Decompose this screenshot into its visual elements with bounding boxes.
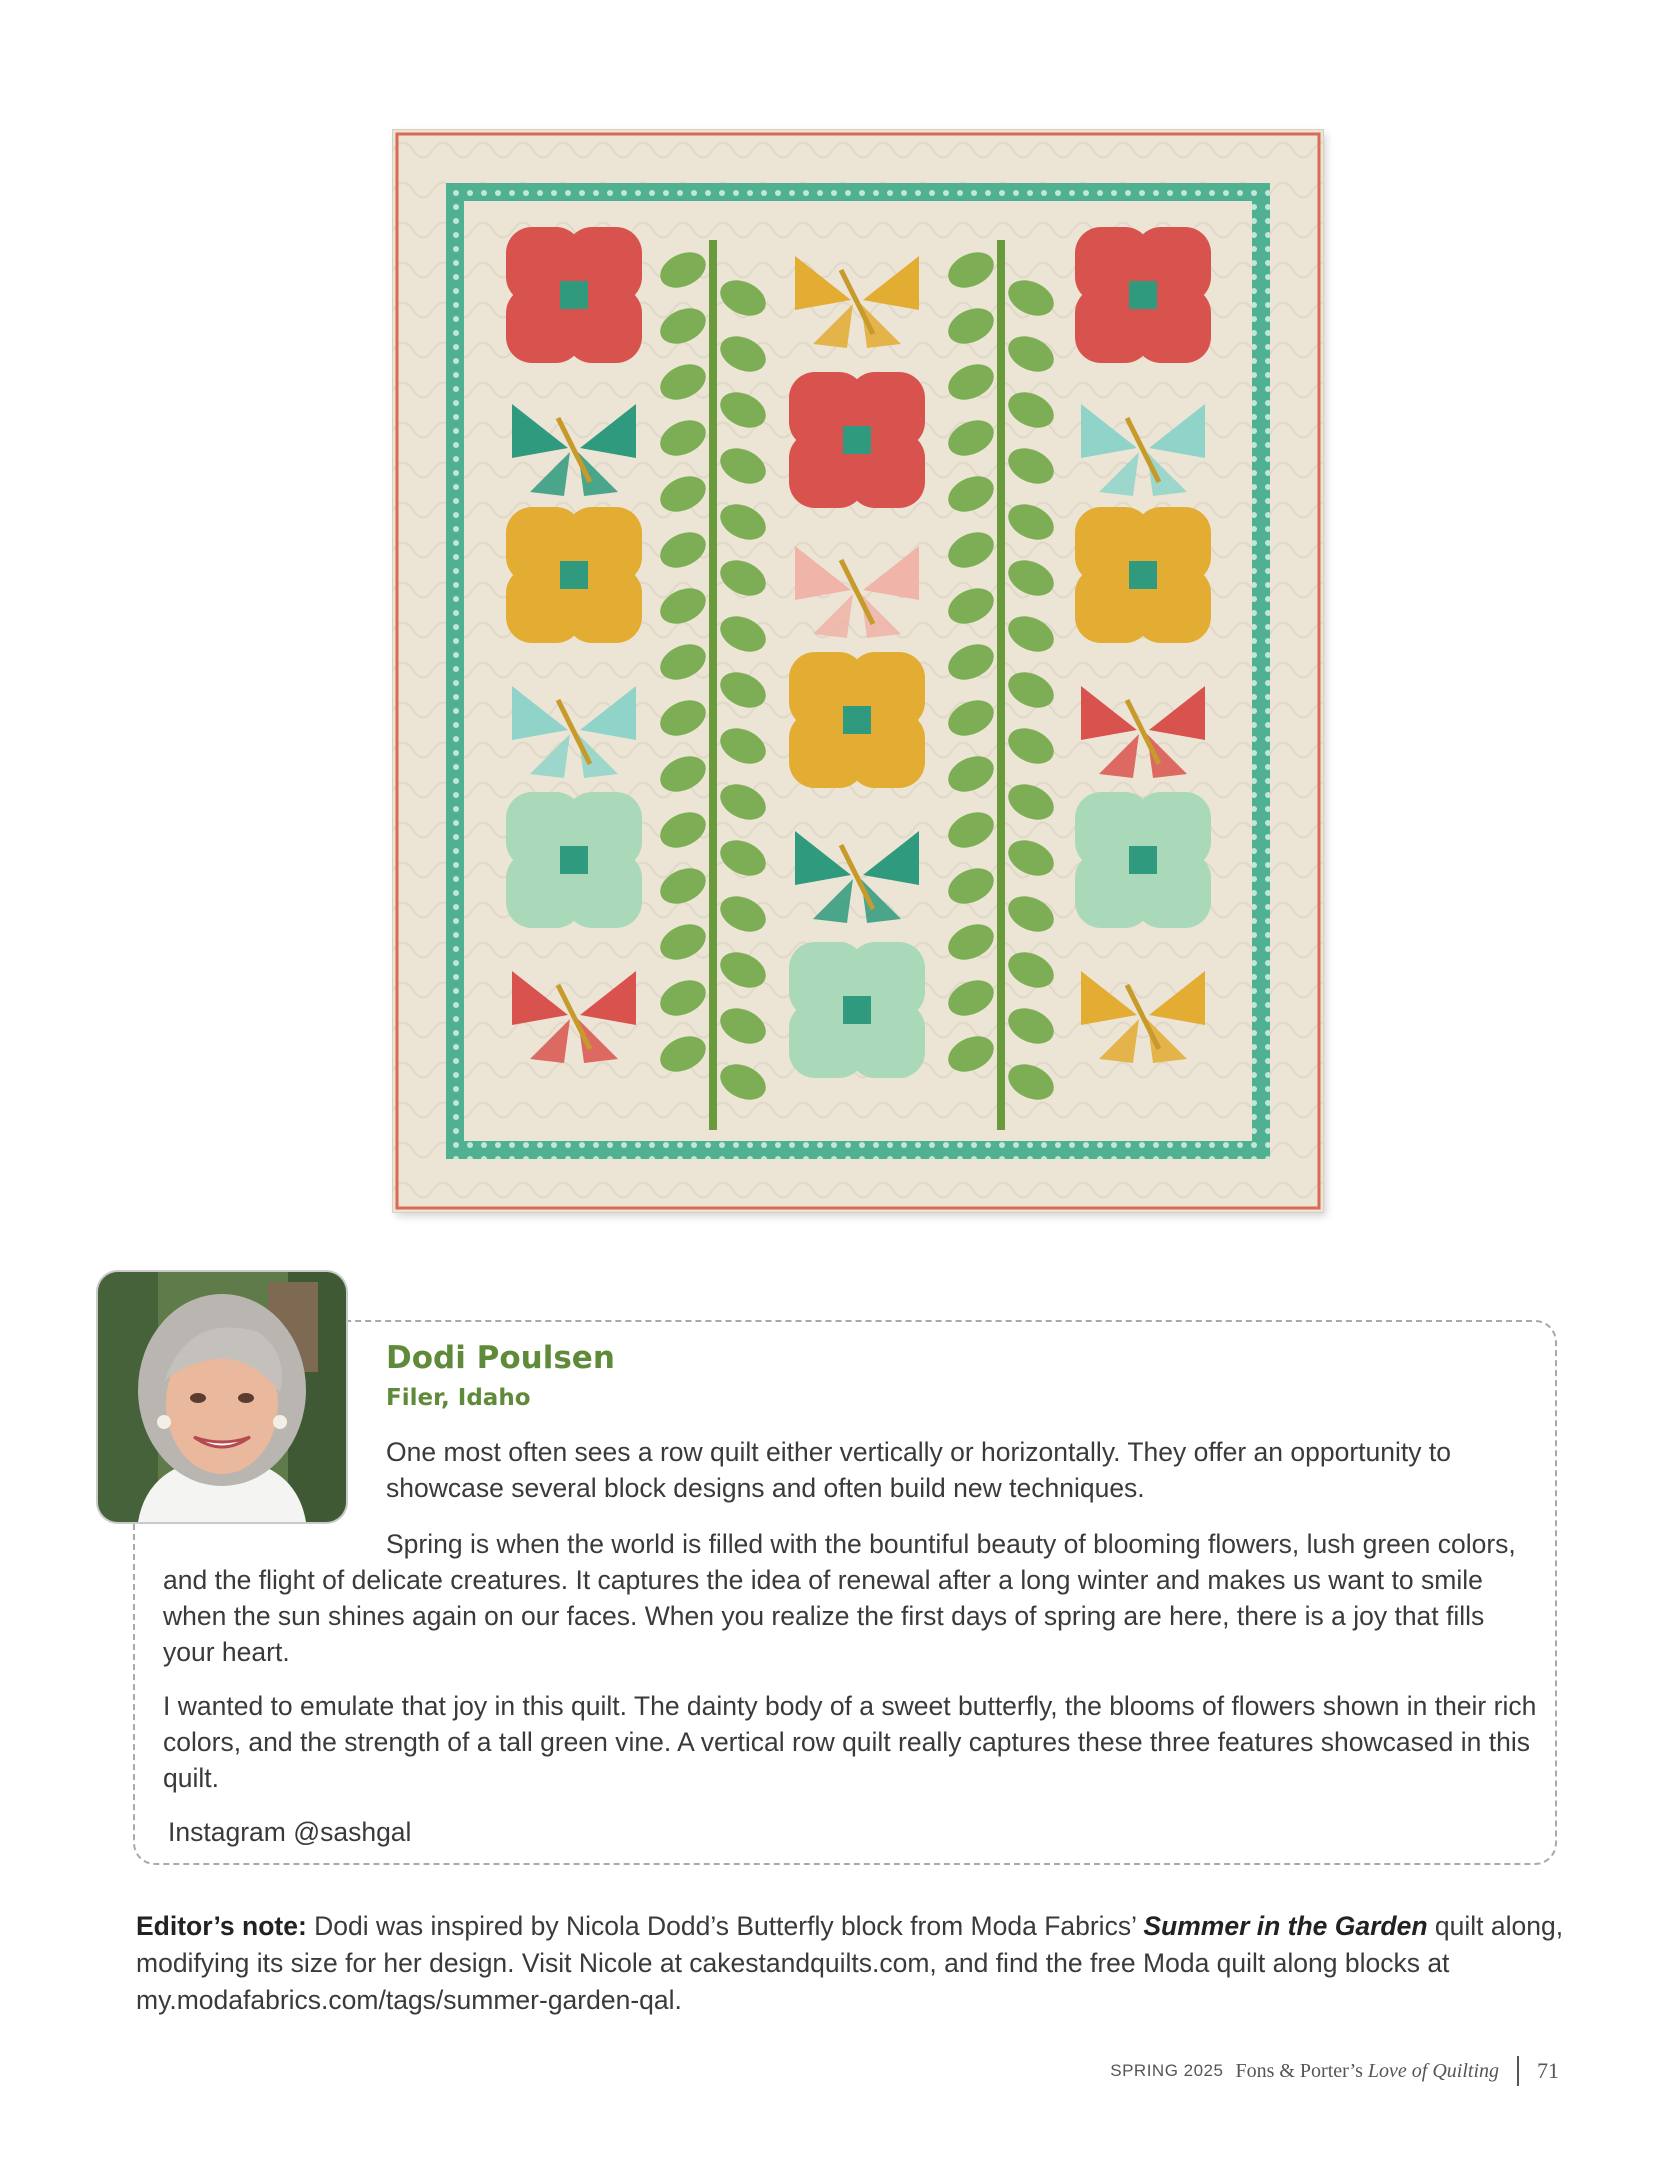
- quilt-vine-stem: [709, 240, 717, 1130]
- quilt-vine-stem: [997, 240, 1005, 1130]
- editor-note-label: Editor’s note:: [136, 1911, 307, 1941]
- page-footer: [1110, 2056, 1559, 2086]
- designer-name: Dodi Poulsen: [386, 1340, 615, 1376]
- quilt-flower-center: [843, 426, 871, 454]
- editor-note-text-1: Dodi was inspired by Nicola Dodd’s Butterfly block from Moda Fabrics’: [306, 1911, 1144, 1941]
- designer-photo: [98, 1272, 346, 1522]
- quilt-flower-center: [1129, 846, 1157, 874]
- footer-divider: [1517, 2056, 1519, 2086]
- quilt-flower-center: [560, 846, 588, 874]
- profile-paragraph-3: I wanted to emulate that joy in this quilt. The dainty body of a sweet butterfly, the blooms of flowers shown in their rich colors, and the strength of a tall green vine. A vertical row quilt really captures these three features showcased in this quilt.: [163, 1691, 1537, 1793]
- footer-season: SPRING 2025: [1110, 2061, 1224, 2080]
- profile-paragraph-2: Spring is when the world is filled with the bountiful beauty of blooming flowers, lush green colors, and the flight of delicate creatures. It captures the idea of renewal after a long winter and makes us want to smile when the sun shines again on our faces. When you realize the first days of spring are here, there is a joy that fills your heart.: [163, 1529, 1516, 1667]
- editor-note-text-2: quilt along, modifying its size for her design. Visit Nicole at cakestandquilts.com, and find the free Moda quilt along blocks at my.modafabrics.com/tags/summer-garden-qal.: [136, 1911, 1564, 2015]
- quilt-flower-center: [843, 996, 871, 1024]
- quilt-flower-center: [560, 561, 588, 589]
- quilt-flower-center: [560, 281, 588, 309]
- editor-note-title: Summer in the Garden: [1143, 1911, 1428, 1941]
- quilt-photo: [393, 130, 1323, 1212]
- profile-paragraph-1: One most often sees a row quilt either vertically or horizontally. They offer an opportunity to showcase several block designs and often build new techniques.: [386, 1437, 1451, 1503]
- editor-note: [136, 1908, 1566, 2019]
- designer-location: Filer, Idaho: [386, 1385, 531, 1411]
- footer-magazine-italic: Love of Quilting: [1367, 2059, 1499, 2082]
- designer-portrait: [98, 1272, 346, 1522]
- footer-magazine-title: [1235, 2060, 1499, 2083]
- quilt-flower-center: [843, 706, 871, 734]
- quilt-illustration: [393, 130, 1323, 1212]
- footer-magazine-prefix: Fons & Porter’s: [1235, 2059, 1368, 2082]
- page-number: 71: [1537, 2058, 1559, 2083]
- quilt-flower-center: [1129, 561, 1157, 589]
- instagram-handle: Instagram @sashgal: [168, 1817, 412, 1847]
- quilt-flower-center: [1129, 281, 1157, 309]
